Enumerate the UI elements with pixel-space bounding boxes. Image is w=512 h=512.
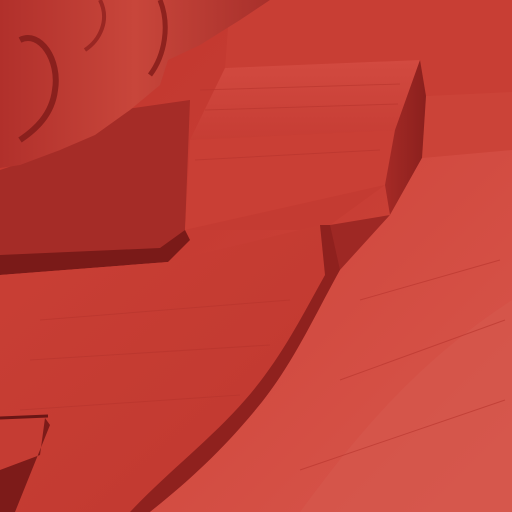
- top-block-face: [190, 60, 420, 140]
- upper-right-ledge: [422, 92, 512, 158]
- corner-block-shadow-line: [0, 416, 48, 418]
